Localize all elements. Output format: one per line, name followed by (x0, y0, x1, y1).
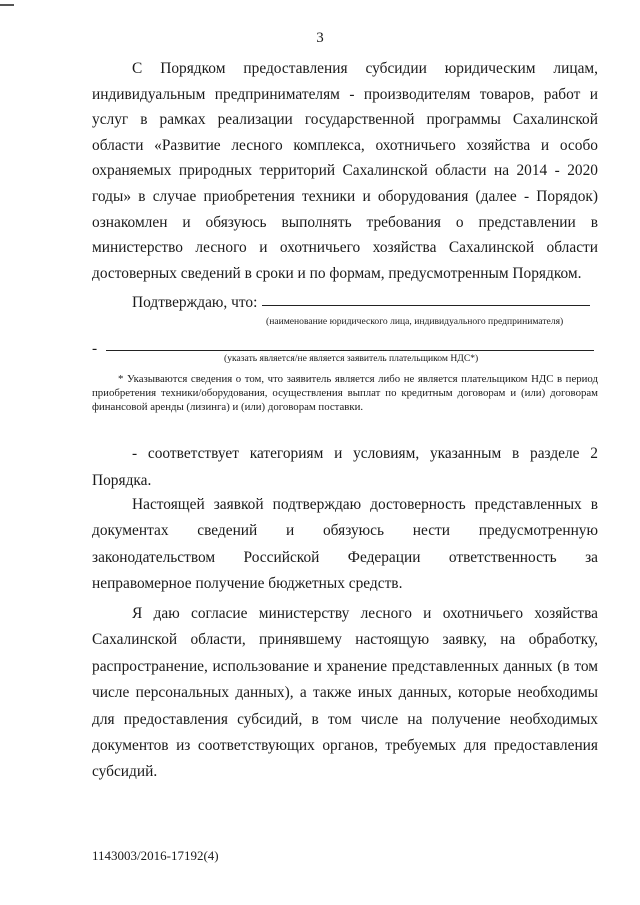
entity-name-caption: (наименование юридического лица, индивидуального предпринимателя) (266, 316, 564, 327)
paragraph-responsibility (92, 492, 598, 598)
document-code: 1143003/2016-17192(4) (92, 848, 219, 863)
confirm-label-block (92, 290, 272, 316)
dash-mark: - (92, 340, 98, 357)
responsibility-text: Настоящей заявкой подтверждаю достоверность представленных в документах сведений и обязуюсь нести предусмотренную законодательством Российской Федерации ответственность за неправомерное получение бюджетных средств. (92, 496, 598, 593)
scan-mark (0, 4, 14, 6)
paragraph-compliance (92, 440, 598, 494)
intro-text: С Порядком предоставления субсидии юридическим лицам, индивидуальным предпринимателям - производителям товаров, работ и услуг в рамках реализации государственной программы Сахалинской области «Развитие лесного комплекса, охотничьего хозяйства и особо охраняемых природных территорий Сахалинской области на 2014 - 2020 годы» в случае приобретения техники и оборудования (далее - Порядок) ознакомлен и обязуюсь выполнять требования о представлении в министерство лесного и охотничьего хозяйства Сахалинской области достоверных сведений в сроки и по формам, предусмотренным Порядком. (92, 60, 598, 282)
entity-name-field[interactable] (262, 305, 590, 306)
footnote-block (92, 372, 598, 414)
vat-status-caption: (указать является/не является заявитель плательщиком НДС*) (224, 353, 479, 364)
footnote-text: * Указываются сведения о том, что заявитель является либо не является плательщиком НДС в период приобретения техники/оборудования, осуществления выплат по кредитным договорам и (или) договорам финансовой аренды (лизинга) и (или) договорам поставки. (92, 373, 598, 413)
compliance-text: - соответствует категориям и условиям, указанным в разделе 2 Порядка. (92, 445, 598, 489)
paragraph-consent (92, 601, 598, 786)
confirm-label: Подтверждаю, что: (132, 294, 258, 311)
consent-text: Я даю согласие министерству лесного и охотничьего хозяйства Сахалинской области, принявшему настоящую заявку, на обработку, распространение, использование и хранение представленных данных (в том числе персональных данных), а также иных данных, которые необходимы для предоставления субсидий, в том числе на получение необходимых документов из соответствующих органов, требуемых для предоставления субсидий. (92, 605, 598, 781)
page-number: 3 (316, 30, 324, 46)
paragraph-intro (92, 56, 598, 286)
dash-block (92, 336, 112, 362)
vat-status-field[interactable] (106, 350, 594, 351)
